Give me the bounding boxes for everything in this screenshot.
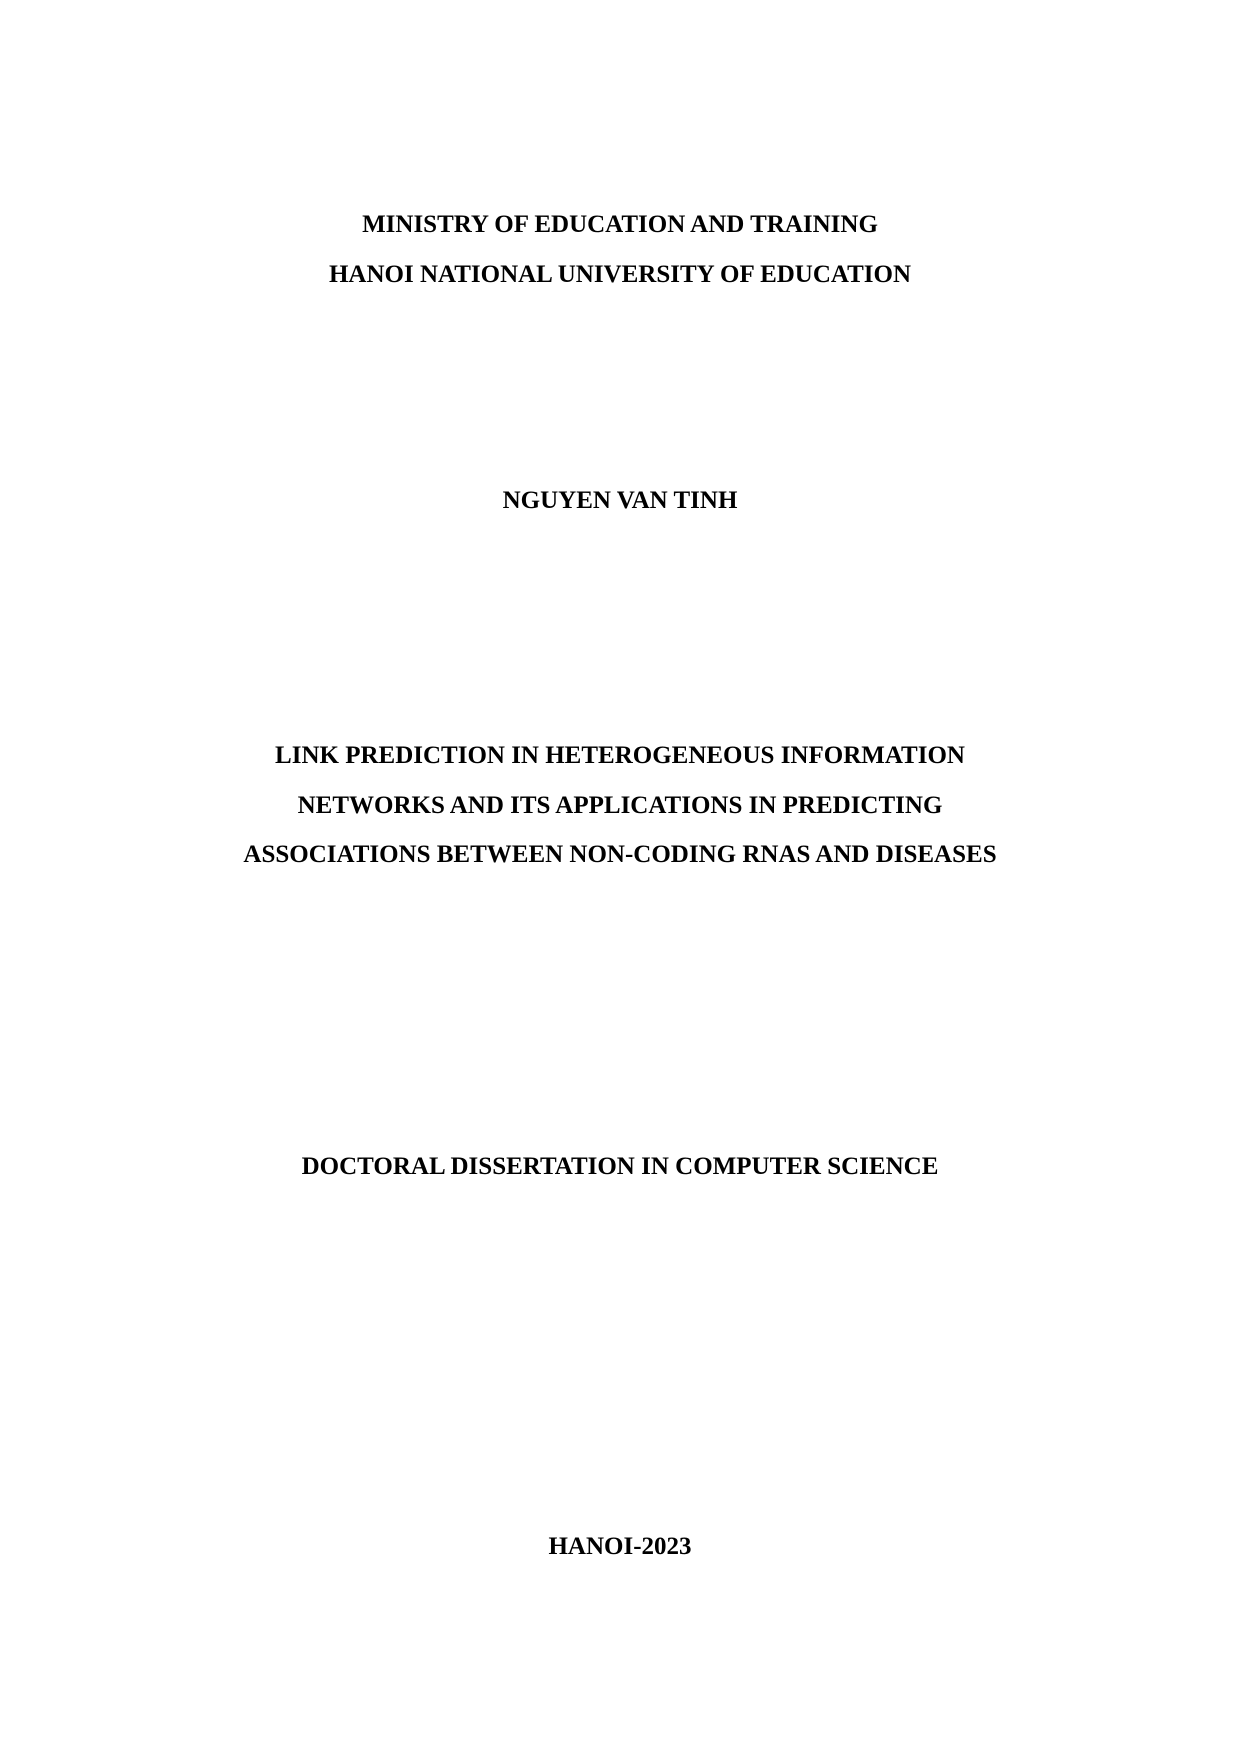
university-name: HANOI NATIONAL UNIVERSITY OF EDUCATION	[328, 261, 912, 288]
dissertation-title-line-2: NETWORKS AND ITS APPLICATIONS IN PREDICTING	[297, 792, 943, 819]
dissertation-title-line-3: ASSOCIATIONS BETWEEN NON-CODING RNAS AND DISEASES	[243, 841, 997, 868]
author-name: NGUYEN VAN TINH	[502, 487, 738, 514]
ministry-name: MINISTRY OF EDUCATION AND TRAINING	[362, 211, 878, 238]
degree-statement: DOCTORAL DISSERTATION IN COMPUTER SCIENCE	[301, 1153, 939, 1180]
dissertation-title-line-1: LINK PREDICTION IN HETEROGENEOUS INFORMATION	[275, 742, 965, 769]
place-and-year: HANOI-2023	[548, 1533, 692, 1560]
